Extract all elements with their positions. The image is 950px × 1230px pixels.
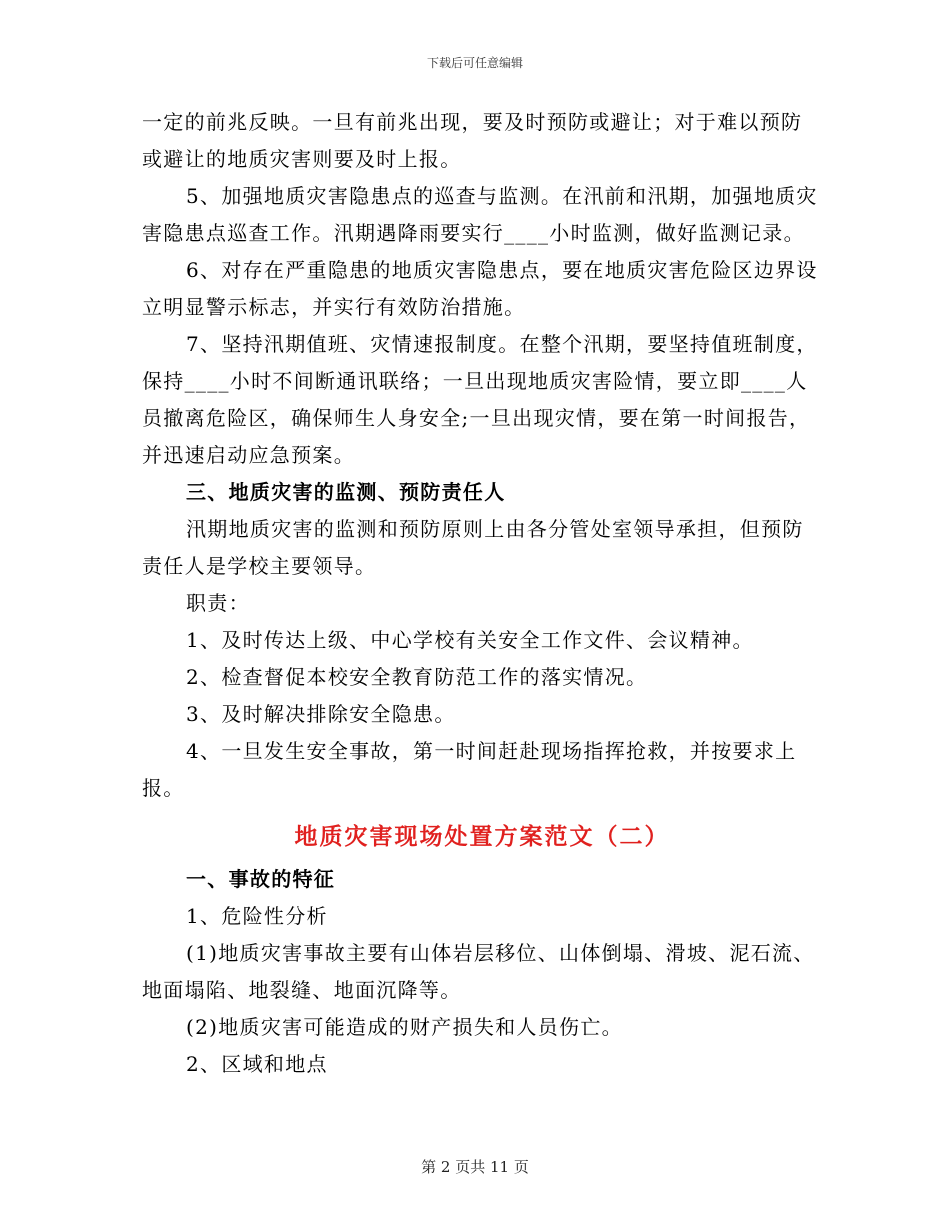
duty-item-4: 4、一旦发生安全事故，第一时间赶赴现场指挥抢救，并按要求上报。 bbox=[142, 739, 797, 800]
paragraph-item-7: 7、坚持汛期值班、灾情速报制度。在整个汛期，要坚持值班制度，保持____小时不间断通讯联络；一旦出现地质灾害险情，要立即____人员撤离危险区，确保师生人身安全;一旦出现灾情，要在第一时间报告，并迅速启动应急预案。 bbox=[142, 332, 818, 467]
duty-item-2: 2、检查督促本校安全教育防范工作的落实情况。 bbox=[186, 665, 648, 689]
section-title: 地质灾害现场处置方案范文（二） bbox=[294, 823, 670, 850]
page-header-note: 下载后可任意编辑 bbox=[426, 56, 523, 70]
paragraph-1: 一定的前兆反映。一旦有前兆出现，要及时预防或避让；对于难以预防或避让的地质灾害则要及时上报。 bbox=[142, 110, 803, 171]
duty-item-1: 1、及时传达上级、中心学校有关安全工作文件、会议精神。 bbox=[186, 628, 754, 652]
paragraph-responsibility: 汛期地质灾害的监测和预防原则上由各分管处室领导承担，但预防责任人是学校主要领导。 bbox=[142, 517, 804, 578]
page-footer: 第 2 页共 11 页 bbox=[421, 1158, 529, 1176]
document-body bbox=[142, 104, 822, 1083]
item-risk-2: (2)地质灾害可能造成的财产损失和人员伤亡。 bbox=[186, 1015, 623, 1039]
subsection-heading-1: 一、事故的特征 bbox=[186, 867, 336, 891]
item-risk-analysis: 1、危险性分析 bbox=[186, 904, 328, 928]
duty-item-3: 3、及时解决排除安全隐患。 bbox=[186, 702, 456, 726]
paragraph-item-5: 5、加强地质灾害隐患点的巡查与监测。在汛前和汛期，加强地质灾害隐患点巡查工作。汛期遇降雨要实行____小时监测，做好监测记录。 bbox=[142, 184, 818, 245]
paragraph-item-6: 6、对存在严重隐患的地质灾害隐患点，要在地质灾害危险区边界设立明显警示标志，并实行有效防治措施。 bbox=[142, 258, 818, 319]
item-area-location: 2、区域和地点 bbox=[186, 1052, 328, 1076]
section-heading-3: 三、地质灾害的监测、预防责任人 bbox=[186, 480, 506, 504]
item-risk-1: (1)地质灾害事故主要有山体岩层移位、山体倒塌、滑坡、泥石流、地面塌陷、地裂缝、地面沉降等。 bbox=[142, 941, 815, 1002]
duties-label: 职责： bbox=[186, 591, 250, 615]
